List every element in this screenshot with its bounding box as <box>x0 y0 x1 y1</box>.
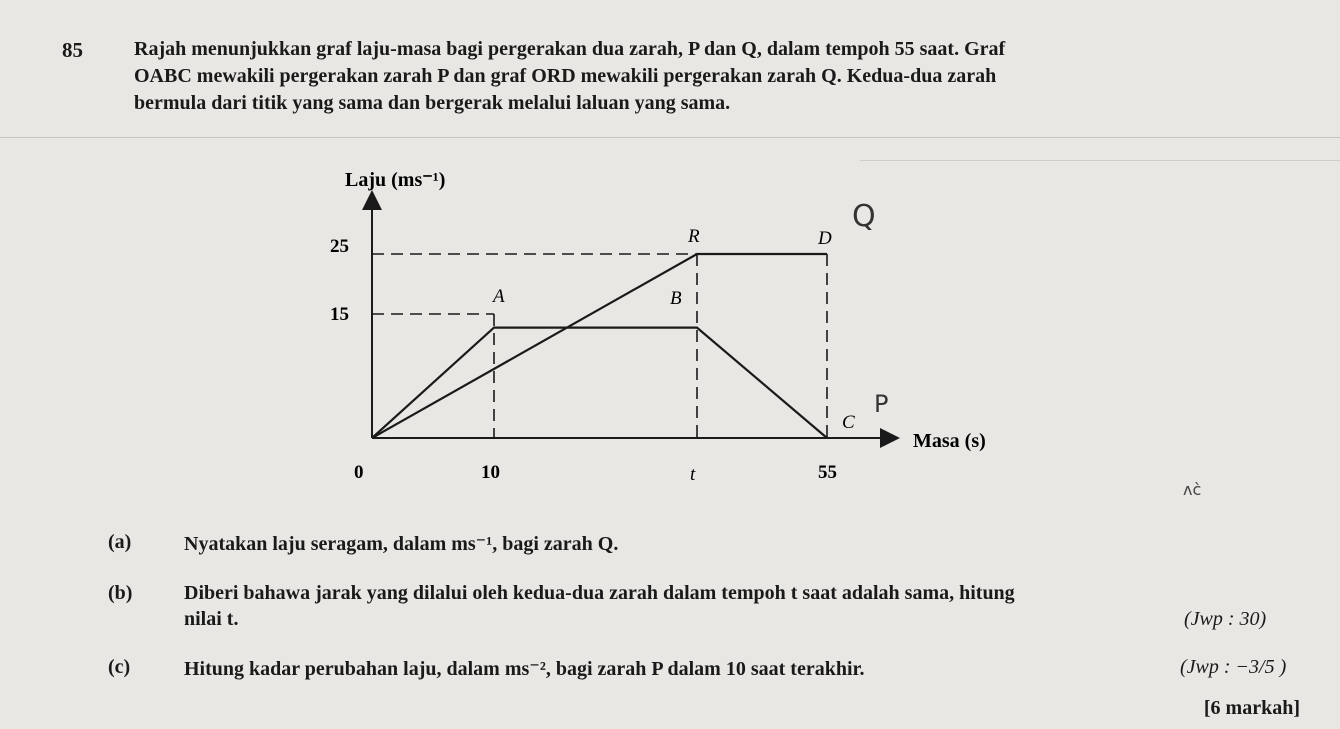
series-p-oabc <box>372 328 827 438</box>
part-a-label: (a) <box>108 531 132 553</box>
part-b-answer: (Jwp : 30) <box>1184 608 1267 630</box>
intro-line-2: OABC mewakili pergerakan zarah P dan graf ORD mewakili pergerakan zarah Q. Kedua-dua zarah <box>134 65 997 87</box>
intro-line-1: Rajah menunjukkan graf laju-masa bagi pergerakan dua zarah, P dan Q, dalam tempoh 55 saat. Graf <box>134 38 1006 60</box>
x-tick-0: 0 <box>354 462 364 483</box>
handwritten-q: Q <box>852 199 876 234</box>
intro-line-3: bermula dari titik yang sama dan bergerak melalui laluan yang sama. <box>134 92 731 114</box>
part-b-text: Diberi bahawa jarak yang dilalui oleh kedua-dua zarah dalam tempoh t saat adalah sama, hitung <box>184 582 1015 604</box>
part-a-text: Nyatakan laju seragam, dalam ms⁻¹, bagi zarah Q. <box>184 533 619 555</box>
part-c-text: Hitung kadar perubahan laju, dalam ms⁻², bagi zarah P dalam 10 saat terakhir. <box>184 658 865 680</box>
x-tick-t: t <box>690 464 696 485</box>
point-label-r: R <box>688 226 700 247</box>
total-marks: [6 markah] <box>1203 697 1300 719</box>
x-axis-label: Masa (s) <box>913 430 986 452</box>
question-number: 85 <box>62 38 83 62</box>
x-tick-55: 55 <box>818 462 837 483</box>
part-c-answer: (Jwp : −3/5 ) <box>1180 656 1287 678</box>
y-tick-15: 15 <box>330 304 349 325</box>
y-axis-label: Laju (ms⁻¹) <box>345 169 446 191</box>
part-b-line2: nilai t. <box>184 608 239 630</box>
point-label-a: A <box>493 286 505 307</box>
point-label-c: C <box>842 412 855 433</box>
part-c-label: (c) <box>108 656 131 678</box>
point-label-d: D <box>818 228 832 249</box>
handwritten-p: P <box>874 390 889 418</box>
handwritten-note: ᴧc̀ <box>1183 480 1202 499</box>
part-b-label: (b) <box>108 582 133 604</box>
point-label-b: B <box>670 288 682 309</box>
x-tick-10: 10 <box>481 462 500 483</box>
y-tick-25: 25 <box>330 236 349 257</box>
series-q-ord <box>372 254 827 438</box>
